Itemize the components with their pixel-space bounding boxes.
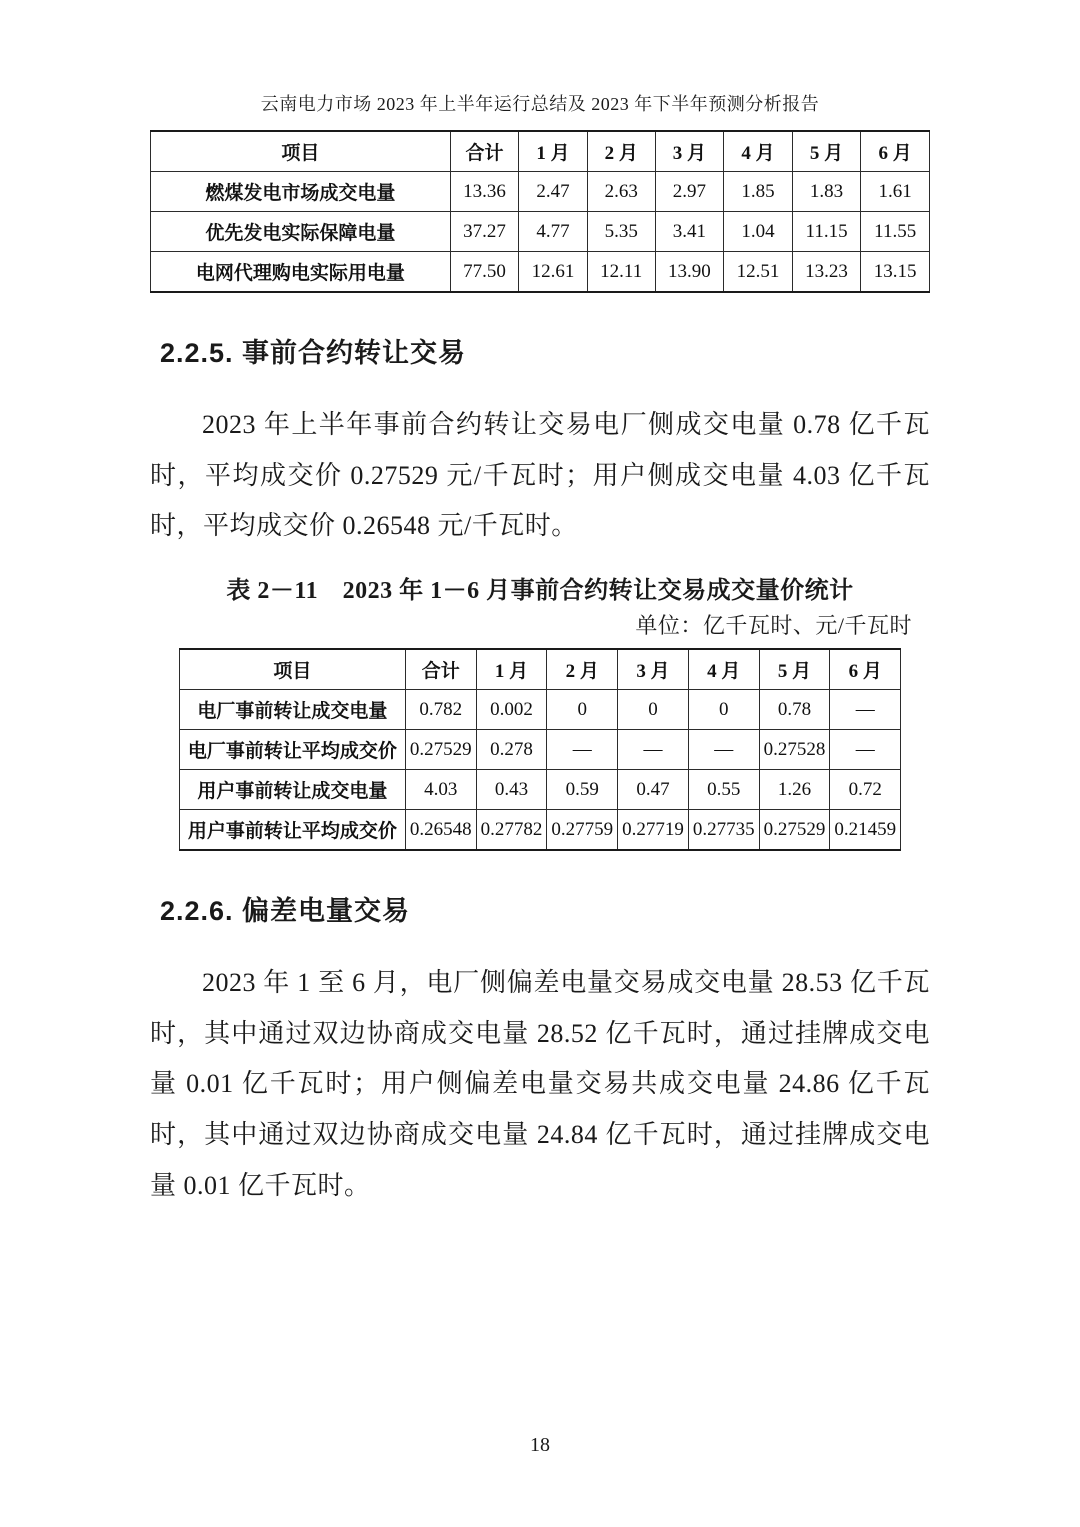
table-row	[179, 770, 900, 810]
table-cell: 2.63	[587, 172, 655, 212]
table-header-cell: 6 月	[861, 131, 930, 172]
table-header-cell: 项目	[151, 131, 451, 172]
table-cell: 0.47	[618, 770, 689, 810]
table-cell: 13.36	[450, 172, 519, 212]
table-cell: 1.26	[759, 770, 830, 810]
table-row-label: 电厂事前转让成交电量	[179, 690, 405, 730]
table-header-cell: 1 月	[476, 649, 547, 690]
table-row	[151, 172, 930, 212]
table-header-cell: 5 月	[792, 131, 861, 172]
table-cell: 0.72	[830, 770, 901, 810]
table-header-cell: 4 月	[688, 649, 759, 690]
table-cell: 2.97	[655, 172, 724, 212]
table-cell: 0.21459	[830, 810, 901, 851]
table-header-cell: 6 月	[830, 649, 901, 690]
table-header-cell: 项目	[179, 649, 405, 690]
table-header-cell: 3 月	[655, 131, 724, 172]
table-cell: —	[547, 730, 618, 770]
section-paragraph-2-2-6: 2023 年 1 至 6 月，电厂侧偏差电量交易成交电量 28.53 亿千瓦时，其中通过双边协商成交电量 28.52 亿千瓦时，通过挂牌成交电量 0.01 亿千瓦时；用户侧偏差电量交易共成交电量 24.86 亿千瓦时，其中通过双边协商成交电量 24.84 亿千瓦时，通过挂牌成交电量 0.01 亿千瓦时。	[150, 968, 930, 1200]
table-cell: 0.27528	[759, 730, 830, 770]
table-row-label: 优先发电实际保障电量	[151, 212, 451, 252]
table-2-11-pre-contract-transfer	[179, 648, 901, 851]
table-cell: —	[618, 730, 689, 770]
table-cell: 4.03	[405, 770, 476, 810]
table-unit-note-2-11: 单位：亿千瓦时、元/千瓦时	[635, 613, 912, 639]
table-row	[151, 252, 930, 293]
table-cell: 0	[618, 690, 689, 730]
table-cell: 13.90	[655, 252, 724, 293]
table-cell: 12.61	[519, 252, 588, 293]
table-cell: —	[688, 730, 759, 770]
table-cell: 0.27782	[476, 810, 547, 851]
table-cell: 0.278	[476, 730, 547, 770]
table-coal-and-grid-power	[150, 130, 930, 293]
table-row	[151, 131, 930, 172]
table-cell: 0	[547, 690, 618, 730]
section-heading-2-2-6: 2.2.6. 偏差电量交易	[160, 896, 411, 927]
table-cell: 0.27719	[618, 810, 689, 851]
table-row	[179, 810, 900, 851]
table-cell: 0.27529	[405, 730, 476, 770]
table-header-cell: 2 月	[547, 649, 618, 690]
table-cell: 1.83	[792, 172, 861, 212]
table-cell: 2.47	[519, 172, 588, 212]
table-header-cell: 4 月	[724, 131, 793, 172]
table-row	[179, 730, 900, 770]
table-cell: 0.26548	[405, 810, 476, 851]
section-heading-2-2-5: 2.2.5. 事前合约转让交易	[160, 338, 467, 368]
table-header-cell: 2 月	[587, 131, 655, 172]
table-cell: 3.41	[655, 212, 724, 252]
table-row	[179, 649, 900, 690]
table-row	[151, 212, 930, 252]
table-cell: 0.27529	[759, 810, 830, 851]
table-row-label: 燃煤发电市场成交电量	[151, 172, 451, 212]
table-cell: 12.11	[587, 252, 655, 293]
table-cell: 13.23	[792, 252, 861, 293]
table-header-cell: 合计	[450, 131, 519, 172]
table-cell: 0.59	[547, 770, 618, 810]
table-cell: 11.55	[861, 212, 930, 252]
table-header-cell: 1 月	[519, 131, 588, 172]
table-cell: 0	[688, 690, 759, 730]
table-row-label: 用户事前转让成交电量	[179, 770, 405, 810]
table-caption-2-11: 表 2－11 2023 年 1－6 月事前合约转让交易成交量价统计	[226, 578, 854, 605]
table-cell: —	[830, 690, 901, 730]
table-cell: 1.61	[861, 172, 930, 212]
table-cell: 13.15	[861, 252, 930, 293]
table-row-label: 电网代理购电实际用电量	[151, 252, 451, 293]
table-cell: 1.85	[724, 172, 793, 212]
table-cell: 5.35	[587, 212, 655, 252]
table-cell: 37.27	[450, 212, 519, 252]
running-header: 云南电力市场 2023 年上半年运行总结及 2023 年下半年预测分析报告	[260, 94, 820, 114]
table-cell: 1.04	[724, 212, 793, 252]
section-paragraph-2-2-5: 2023 年上半年事前合约转让交易电厂侧成交电量 0.78 亿千瓦时，平均成交价 0.27529 元/千瓦时；用户侧成交电量 4.03 亿千瓦时，平均成交价 0.26548 元/千瓦时。	[150, 410, 930, 541]
table-cell: 0.002	[476, 690, 547, 730]
page-number: 18	[530, 1434, 550, 1456]
table-cell: 4.77	[519, 212, 588, 252]
table-row-label: 用户事前转让平均成交价	[179, 810, 405, 851]
table-cell: 12.51	[724, 252, 793, 293]
table-cell: 11.15	[792, 212, 861, 252]
table-cell: 0.43	[476, 770, 547, 810]
table-header-cell: 5 月	[759, 649, 830, 690]
table-cell: 0.55	[688, 770, 759, 810]
table-cell: 77.50	[450, 252, 519, 293]
table-cell: —	[830, 730, 901, 770]
table-header-cell: 合计	[405, 649, 476, 690]
table-row-label: 电厂事前转让平均成交价	[179, 730, 405, 770]
table-cell: 0.782	[405, 690, 476, 730]
table-row	[179, 690, 900, 730]
table-cell: 0.78	[759, 690, 830, 730]
table-cell: 0.27735	[688, 810, 759, 851]
table-header-cell: 3 月	[618, 649, 689, 690]
table-cell: 0.27759	[547, 810, 618, 851]
